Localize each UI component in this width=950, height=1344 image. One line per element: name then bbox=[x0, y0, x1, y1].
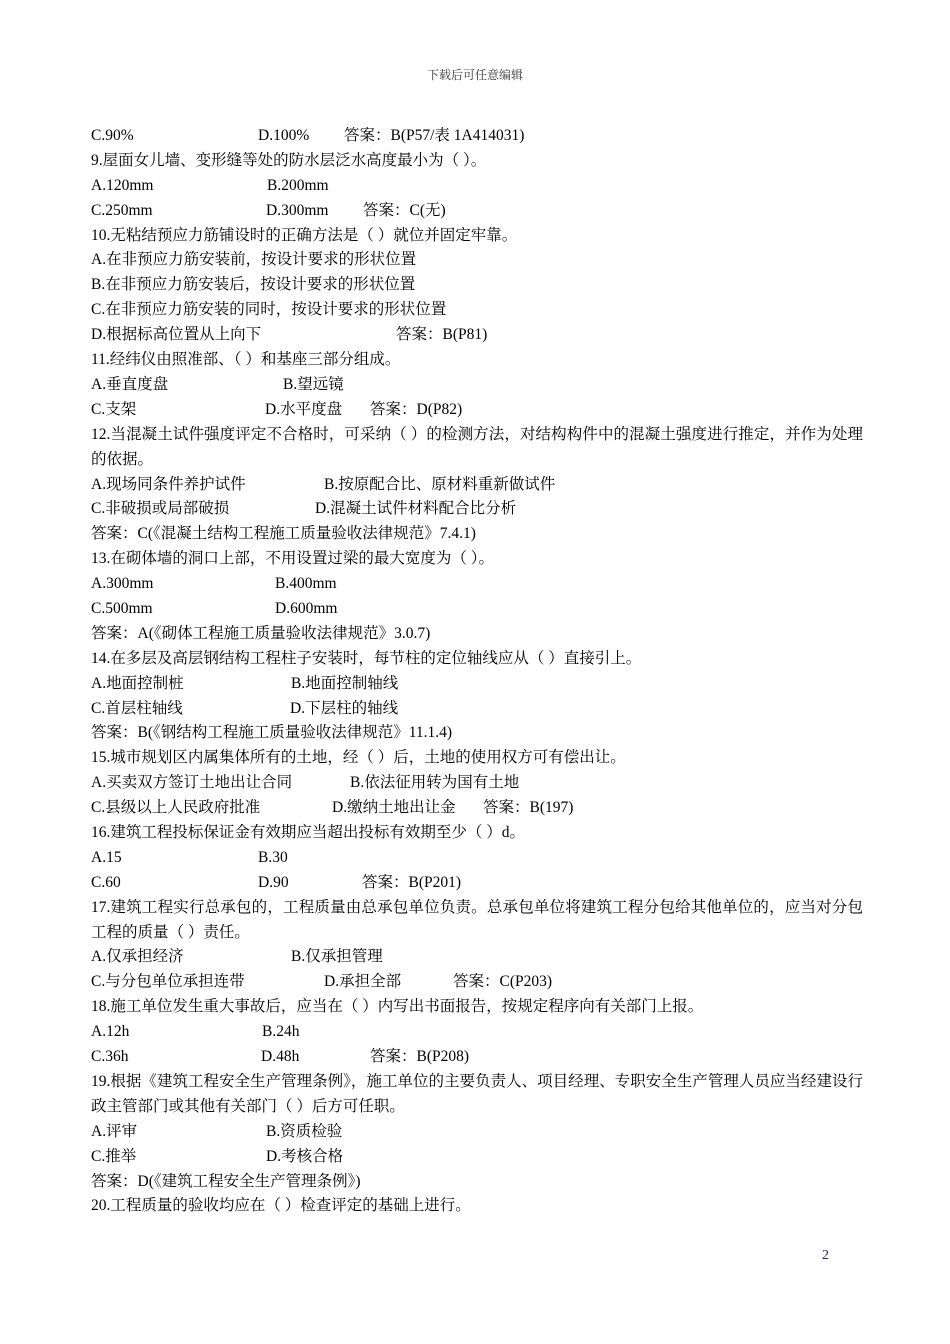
option-d: D.考核合格 bbox=[266, 1147, 344, 1165]
option-b: B.400mm bbox=[275, 575, 337, 593]
header-text: 下载后可任意编辑 bbox=[426, 68, 523, 82]
option-line bbox=[91, 771, 863, 796]
option-d: D.根据标高位置从上向下 bbox=[91, 326, 262, 344]
option-line bbox=[91, 398, 863, 423]
option-c: C.90% bbox=[91, 127, 134, 144]
option-line bbox=[91, 796, 863, 821]
question-line: 14.在多层及高层钢结构工程柱子安装时，每节柱的定位轴线应从（ ）直接引上。 bbox=[91, 649, 642, 667]
option-a: A.300mm bbox=[91, 575, 154, 593]
document-body bbox=[91, 124, 863, 1219]
answer-text: 答案：C(无) bbox=[363, 201, 446, 219]
answer-text: 答案：D(P82) bbox=[370, 400, 463, 418]
option-line bbox=[91, 174, 863, 199]
page-number: 2 bbox=[822, 1248, 829, 1263]
question-line: 17.建筑工程实行总承包的，工程质量由总承包单位负责。总承包单位将建筑工程分包给其他单位的，应当对分包工程的质量（ ）责任。 bbox=[91, 898, 863, 941]
question-line: 13.在砌体墙的洞口上部，不用设置过梁的最大宽度为（ ）。 bbox=[91, 550, 495, 568]
option-b: B.按原配合比、原材料重新做试件 bbox=[324, 475, 556, 493]
option-line bbox=[91, 672, 863, 697]
option-a: A.15 bbox=[91, 848, 122, 866]
option-b: B.望远镜 bbox=[283, 375, 344, 393]
option-line: B.在非预应力筋安装后，按设计要求的形状位置 bbox=[91, 276, 416, 294]
option-c: C.推举 bbox=[91, 1147, 137, 1165]
answer-text: 答案：B(P57/表 1A414031) bbox=[344, 127, 525, 144]
option-a: A.地面控制桩 bbox=[91, 674, 184, 692]
option-line bbox=[91, 199, 863, 224]
answer-line: 答案：A(《砌体工程施工质量验收法律规范》3.0.7) bbox=[91, 624, 431, 642]
question-line: 20.工程质量的验收均应在（ ）检查评定的基础上进行。 bbox=[91, 1197, 471, 1215]
option-b: B.30 bbox=[258, 848, 288, 866]
option-d: D.300mm bbox=[266, 201, 329, 219]
option-a: A.120mm bbox=[91, 176, 154, 194]
option-c: C.250mm bbox=[91, 201, 153, 219]
option-d: D.水平度盘 bbox=[265, 400, 343, 418]
question-line: 12.当混凝土试件强度评定不合格时，可采纳（ ）的检测方法，对结构构件中的混凝土强度进行推定，并作为处理的依据。 bbox=[91, 425, 863, 468]
option-b: B.仅承担管理 bbox=[291, 948, 383, 966]
option-line bbox=[91, 572, 863, 597]
question-line: 11.经纬仪由照准部、（ ）和基座三部分组成。 bbox=[91, 351, 401, 369]
question-line: 16.建筑工程投标保证金有效期应当超出投标有效期至少（ ）d。 bbox=[91, 823, 526, 841]
option-d: D.承担全部 bbox=[324, 973, 402, 991]
option-line bbox=[91, 323, 863, 348]
question-line: 19.根据《建筑工程安全生产管理条例》，施工单位的主要负责人、项目经理、专职安全生产管理人员应当经建设行政主管部门或其他有关部门（ ）后方可任职。 bbox=[91, 1072, 863, 1115]
option-c: C.首层柱轴线 bbox=[91, 699, 183, 717]
option-line bbox=[91, 846, 863, 871]
option-a: A.评审 bbox=[91, 1122, 138, 1140]
question-line: 10.无粘结预应力筋铺设时的正确方法是（ ）就位并固定牢靠。 bbox=[91, 226, 518, 244]
option-b: B.地面控制轴线 bbox=[291, 674, 399, 692]
option-c: C.非破损或局部破损 bbox=[91, 500, 230, 518]
answer-text: 答案：C(P203) bbox=[453, 973, 553, 991]
question-line: 18.施工单位发生重大事故后，应当在（ ）内写出书面报告，按规定程序向有关部门上报。 bbox=[91, 998, 704, 1016]
answer-line: 答案：B(《钢结构工程施工质量验收法律规范》11.1.4) bbox=[91, 724, 453, 742]
option-line bbox=[91, 970, 863, 995]
option-a: A.仅承担经济 bbox=[91, 948, 184, 966]
question-line: 15.城市规划区内属集体所有的土地，经（ ）后，土地的使用权方可有偿出让。 bbox=[91, 749, 626, 767]
answer-text: 答案：B(P81) bbox=[396, 326, 488, 344]
option-c: C.500mm bbox=[91, 599, 153, 617]
option-a: A.12h bbox=[91, 1023, 130, 1041]
option-d: D.缴纳土地出让金 bbox=[332, 799, 456, 817]
option-a: A.买卖双方签订土地出让合同 bbox=[91, 774, 293, 792]
option-line bbox=[91, 124, 863, 149]
question-line: 9.屋面女儿墙、变形缝等处的防水层泛水高度最小为（ ）。 bbox=[91, 151, 487, 169]
option-line bbox=[91, 497, 863, 522]
option-c: C.县级以上人民政府批准 bbox=[91, 799, 261, 817]
page-header bbox=[0, 66, 950, 83]
option-c: C.支架 bbox=[91, 400, 137, 418]
option-line: C.在非预应力筋安装的同时，按设计要求的形状位置 bbox=[91, 301, 447, 319]
option-line bbox=[91, 473, 863, 498]
option-c: C.36h bbox=[91, 1048, 129, 1066]
option-d: D.混凝土试件材料配合比分析 bbox=[315, 500, 517, 518]
answer-text: 答案：B(197) bbox=[483, 799, 574, 817]
option-b: B.200mm bbox=[267, 176, 329, 194]
option-c: C.与分包单位承担连带 bbox=[91, 973, 245, 991]
option-d: D.90 bbox=[258, 873, 289, 891]
option-line bbox=[91, 697, 863, 722]
option-line bbox=[91, 1045, 863, 1070]
answer-line: 答案：D(《建筑工程安全生产管理条例》) bbox=[91, 1172, 361, 1190]
option-line: A.在非预应力筋安装前，按设计要求的形状位置 bbox=[91, 251, 417, 269]
option-a: A.垂直度盘 bbox=[91, 375, 169, 393]
answer-text: 答案：B(P208) bbox=[370, 1048, 470, 1066]
option-b: B.依法征用转为国有土地 bbox=[350, 774, 520, 792]
answer-text: 答案：B(P201) bbox=[362, 873, 462, 891]
option-d: D.600mm bbox=[275, 599, 338, 617]
option-line bbox=[91, 1020, 863, 1045]
option-d: D.100% bbox=[258, 127, 310, 144]
option-d: D.48h bbox=[261, 1048, 300, 1066]
option-line bbox=[91, 1120, 863, 1145]
option-b: B.24h bbox=[262, 1023, 300, 1041]
option-a: A.现场同条件养护试件 bbox=[91, 475, 246, 493]
option-line bbox=[91, 945, 863, 970]
option-line bbox=[91, 871, 863, 896]
option-c: C.60 bbox=[91, 873, 121, 891]
option-b: B.资质检验 bbox=[266, 1122, 343, 1140]
option-line bbox=[91, 1145, 863, 1170]
option-d: D.下层柱的轴线 bbox=[290, 699, 399, 717]
option-line bbox=[91, 373, 863, 398]
option-line bbox=[91, 597, 863, 622]
answer-line: 答案：C(《混凝土结构工程施工质量验收法律规范》7.4.1) bbox=[91, 525, 476, 543]
